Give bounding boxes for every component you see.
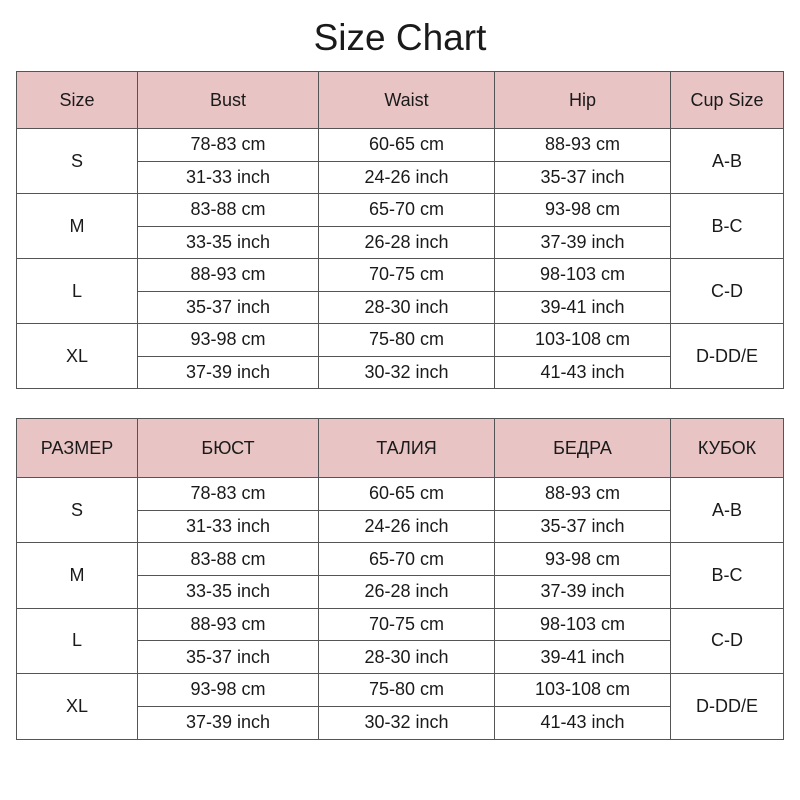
cup-size-cell: C-D xyxy=(671,259,784,324)
bust-inch-cell: 37-39 inch xyxy=(138,706,319,739)
hip-cm-cell: 98-103 cm xyxy=(495,608,671,641)
size-cell: M xyxy=(17,194,138,259)
header-size: РАЗМЕР xyxy=(17,419,138,478)
size-cell: M xyxy=(17,543,138,608)
header-row xyxy=(17,419,784,478)
hip-inch-cell: 41-43 inch xyxy=(495,356,671,389)
bust-cm-cell: 78-83 cm xyxy=(138,129,319,162)
bust-cm-cell: 88-93 cm xyxy=(138,259,319,292)
bust-inch-cell: 31-33 inch xyxy=(138,510,319,543)
header-hip: Hip xyxy=(495,72,671,129)
header-row xyxy=(17,72,784,129)
waist-inch-cell: 30-32 inch xyxy=(319,706,495,739)
bust-inch-cell: 33-35 inch xyxy=(138,576,319,609)
size-cell: XL xyxy=(17,324,138,389)
hip-inch-cell: 37-39 inch xyxy=(495,226,671,259)
table-row-cm xyxy=(17,674,784,707)
cup-size-cell: B-C xyxy=(671,543,784,608)
header-waist: ТАЛИЯ xyxy=(319,419,495,478)
bust-cm-cell: 93-98 cm xyxy=(138,674,319,707)
hip-cm-cell: 93-98 cm xyxy=(495,194,671,227)
waist-cm-cell: 75-80 cm xyxy=(319,674,495,707)
waist-cm-cell: 70-75 cm xyxy=(319,259,495,292)
table-row-cm xyxy=(17,259,784,292)
size-cell: S xyxy=(17,129,138,194)
bust-cm-cell: 93-98 cm xyxy=(138,324,319,357)
header-waist: Waist xyxy=(319,72,495,129)
cup-size-cell: A-B xyxy=(671,129,784,194)
hip-cm-cell: 93-98 cm xyxy=(495,543,671,576)
hip-cm-cell: 88-93 cm xyxy=(495,129,671,162)
cup-size-cell: A-B xyxy=(671,478,784,543)
table-row-cm xyxy=(17,608,784,641)
waist-cm-cell: 70-75 cm xyxy=(319,608,495,641)
waist-cm-cell: 60-65 cm xyxy=(319,478,495,511)
hip-inch-cell: 37-39 inch xyxy=(495,576,671,609)
size-cell: L xyxy=(17,259,138,324)
hip-cm-cell: 103-108 cm xyxy=(495,324,671,357)
hip-inch-cell: 39-41 inch xyxy=(495,641,671,674)
waist-inch-cell: 26-28 inch xyxy=(319,226,495,259)
size-table-russian xyxy=(16,418,784,740)
hip-inch-cell: 39-41 inch xyxy=(495,291,671,324)
size-cell: L xyxy=(17,608,138,673)
header-cup: Cup Size xyxy=(671,72,784,129)
page-title: Size Chart xyxy=(313,17,487,58)
hip-cm-cell: 103-108 cm xyxy=(495,674,671,707)
waist-inch-cell: 24-26 inch xyxy=(319,161,495,194)
hip-cm-cell: 98-103 cm xyxy=(495,259,671,292)
bust-inch-cell: 35-37 inch xyxy=(138,641,319,674)
waist-inch-cell: 26-28 inch xyxy=(319,576,495,609)
table-row-cm xyxy=(17,543,784,576)
waist-cm-cell: 75-80 cm xyxy=(319,324,495,357)
cup-size-cell: D-DD/E xyxy=(671,674,784,739)
size-cell: S xyxy=(17,478,138,543)
waist-cm-cell: 65-70 cm xyxy=(319,194,495,227)
bust-inch-cell: 31-33 inch xyxy=(138,161,319,194)
header-cup: КУБОК xyxy=(671,419,784,478)
size-cell: XL xyxy=(17,674,138,739)
header-size: Size xyxy=(17,72,138,129)
waist-inch-cell: 24-26 inch xyxy=(319,510,495,543)
waist-inch-cell: 28-30 inch xyxy=(319,291,495,324)
bust-inch-cell: 33-35 inch xyxy=(138,226,319,259)
bust-cm-cell: 78-83 cm xyxy=(138,478,319,511)
bust-cm-cell: 88-93 cm xyxy=(138,608,319,641)
bust-cm-cell: 83-88 cm xyxy=(138,194,319,227)
hip-inch-cell: 41-43 inch xyxy=(495,706,671,739)
waist-cm-cell: 60-65 cm xyxy=(319,129,495,162)
table-row-cm xyxy=(17,194,784,227)
header-bust: Bust xyxy=(138,72,319,129)
bust-inch-cell: 35-37 inch xyxy=(138,291,319,324)
bust-cm-cell: 83-88 cm xyxy=(138,543,319,576)
table-row-cm xyxy=(17,129,784,162)
header-bust: БЮСТ xyxy=(138,419,319,478)
hip-cm-cell: 88-93 cm xyxy=(495,478,671,511)
waist-inch-cell: 28-30 inch xyxy=(319,641,495,674)
waist-inch-cell: 30-32 inch xyxy=(319,356,495,389)
waist-cm-cell: 65-70 cm xyxy=(319,543,495,576)
hip-inch-cell: 35-37 inch xyxy=(495,510,671,543)
table-row-cm xyxy=(17,478,784,511)
bust-inch-cell: 37-39 inch xyxy=(138,356,319,389)
cup-size-cell: D-DD/E xyxy=(671,324,784,389)
size-table-english xyxy=(16,71,784,389)
cup-size-cell: C-D xyxy=(671,608,784,673)
header-hip: БЕДРА xyxy=(495,419,671,478)
cup-size-cell: B-C xyxy=(671,194,784,259)
hip-inch-cell: 35-37 inch xyxy=(495,161,671,194)
table-row-cm xyxy=(17,324,784,357)
